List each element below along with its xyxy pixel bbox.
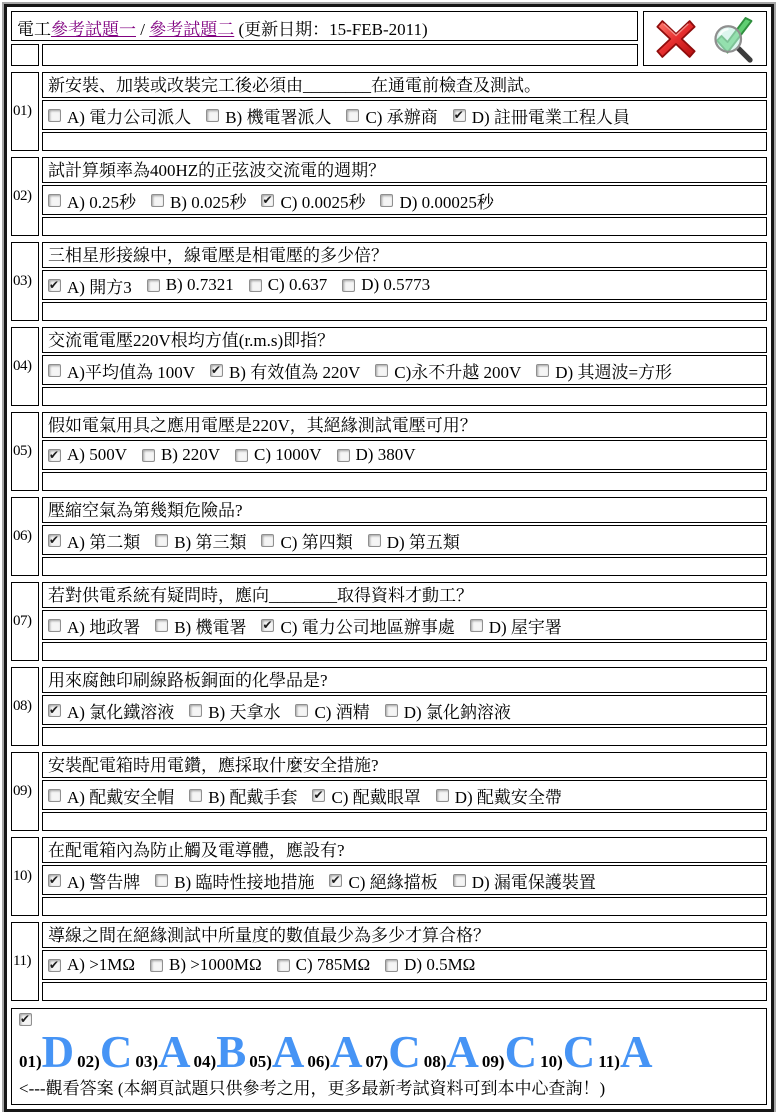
answer-option[interactable] bbox=[337, 445, 416, 465]
answer-option[interactable] bbox=[368, 528, 460, 553]
option-label: A) >1MΩ bbox=[67, 955, 136, 974]
answer-number: 01) bbox=[19, 1052, 42, 1071]
answer-option[interactable] bbox=[436, 783, 562, 808]
header-number-stub bbox=[11, 44, 39, 66]
question-number: 11) bbox=[11, 922, 39, 1001]
option-checkbox[interactable] bbox=[48, 109, 61, 122]
question-options bbox=[42, 525, 767, 555]
question-number: 04) bbox=[11, 327, 39, 406]
option-label: C) 785MΩ bbox=[295, 955, 371, 974]
answer-option[interactable] bbox=[210, 358, 360, 383]
subheader-row bbox=[11, 44, 638, 66]
option-checkbox[interactable] bbox=[261, 619, 274, 632]
question-text: 交流電電壓220V根均方值(r.m.s)即指？ bbox=[42, 327, 767, 353]
toolbar bbox=[643, 11, 767, 66]
option-checkbox[interactable] bbox=[48, 449, 61, 462]
option-checkbox[interactable] bbox=[453, 874, 466, 887]
option-label: D) 漏電保護裝置 bbox=[471, 872, 596, 892]
answer-option[interactable] bbox=[385, 698, 511, 723]
answer-number: 03) bbox=[135, 1052, 159, 1071]
option-label: B) 0.7321 bbox=[165, 275, 234, 294]
answer-option[interactable] bbox=[48, 783, 174, 808]
option-checkbox[interactable] bbox=[48, 534, 61, 547]
option-label: D) 0.00025秒 bbox=[399, 192, 494, 212]
option-label: C) 0.0025秒 bbox=[280, 192, 366, 212]
close-icon[interactable] bbox=[652, 16, 700, 62]
answer-number: 10) bbox=[540, 1052, 563, 1071]
answer-letter: D bbox=[41, 1027, 75, 1077]
option-label: D) 第五類 bbox=[386, 532, 460, 552]
questions-list bbox=[11, 72, 767, 1001]
option-label: B) 天拿水 bbox=[208, 702, 281, 722]
option-checkbox[interactable] bbox=[48, 874, 61, 887]
answer-option[interactable] bbox=[206, 103, 331, 128]
question-options bbox=[42, 780, 767, 810]
answer-option[interactable] bbox=[261, 528, 352, 553]
answer-option[interactable] bbox=[155, 613, 246, 638]
answer-option[interactable] bbox=[142, 445, 220, 465]
question-options bbox=[42, 185, 767, 215]
option-checkbox[interactable] bbox=[436, 789, 449, 802]
option-label: A) 電力公司派人 bbox=[67, 107, 192, 127]
option-checkbox[interactable] bbox=[48, 789, 61, 802]
answer-option[interactable] bbox=[346, 103, 437, 128]
option-label: C) 0.637 bbox=[267, 275, 328, 294]
answer-number: 05) bbox=[249, 1052, 272, 1071]
option-label: B) 220V bbox=[160, 445, 220, 464]
option-checkbox[interactable] bbox=[385, 959, 398, 972]
header-empty-cell bbox=[42, 44, 638, 66]
answer-number: 09) bbox=[481, 1052, 505, 1071]
option-checkbox[interactable] bbox=[385, 704, 398, 717]
option-label: B) 第三類 bbox=[174, 532, 247, 552]
option-checkbox[interactable] bbox=[48, 364, 61, 377]
magnifier-check-icon[interactable] bbox=[706, 15, 758, 63]
exam-link-2[interactable]: 參考試題二 bbox=[149, 20, 235, 39]
answer-letter: C bbox=[388, 1027, 421, 1077]
option-checkbox[interactable] bbox=[277, 959, 290, 972]
option-label: D) 屋宇署 bbox=[488, 617, 562, 637]
question-text: 壓縮空氣為第幾類危險品? bbox=[42, 497, 767, 523]
answer-letter: A bbox=[446, 1027, 479, 1077]
option-label: D) 0.5773 bbox=[361, 275, 431, 294]
answer-reveal-space bbox=[42, 557, 767, 576]
option-checkbox[interactable] bbox=[189, 704, 202, 717]
option-checkbox[interactable] bbox=[155, 534, 168, 547]
option-label: A) 氯化鐵溶液 bbox=[67, 702, 175, 722]
show-answers-checkbox[interactable] bbox=[19, 1013, 32, 1026]
answer-letter: C bbox=[99, 1027, 133, 1077]
option-label: D) 380V bbox=[355, 445, 416, 464]
option-checkbox[interactable] bbox=[261, 194, 274, 207]
answer-reveal-space bbox=[42, 982, 767, 1001]
option-label: D) 配戴安全帶 bbox=[454, 787, 562, 807]
option-label: B) 臨時性接地措施 bbox=[174, 872, 315, 892]
option-checkbox[interactable] bbox=[380, 194, 393, 207]
option-checkbox[interactable] bbox=[470, 619, 483, 632]
option-label: C) 承辦商 bbox=[365, 107, 438, 127]
answer-option[interactable] bbox=[48, 188, 136, 213]
option-checkbox[interactable] bbox=[155, 619, 168, 632]
answer-option[interactable] bbox=[189, 783, 297, 808]
question-block bbox=[11, 242, 767, 321]
option-checkbox[interactable] bbox=[48, 194, 61, 207]
option-label: B) >1000MΩ bbox=[169, 955, 262, 974]
option-checkbox[interactable] bbox=[337, 449, 350, 462]
answer-option[interactable] bbox=[48, 103, 191, 128]
answer-option[interactable] bbox=[385, 955, 475, 975]
option-checkbox[interactable] bbox=[453, 109, 466, 122]
question-options bbox=[42, 270, 767, 300]
answer-option[interactable] bbox=[312, 783, 420, 808]
question-number: 05) bbox=[11, 412, 39, 491]
option-label: C)永不升越 200V bbox=[394, 362, 522, 382]
option-checkbox[interactable] bbox=[368, 534, 381, 547]
answer-option[interactable] bbox=[151, 188, 247, 213]
answer-letter: C bbox=[504, 1027, 538, 1077]
question-number: 08) bbox=[11, 667, 39, 746]
question-text: 假如電氣用具之應用電壓是220V，其絕緣測試電壓可用？ bbox=[42, 412, 767, 438]
question-text: 三相星形接線中，線電壓是相電壓的多少倍？ bbox=[42, 242, 767, 268]
answer-option[interactable] bbox=[48, 445, 127, 465]
answer-option[interactable] bbox=[380, 188, 493, 213]
answer-option[interactable] bbox=[150, 955, 262, 975]
answer-number: 11) bbox=[598, 1052, 620, 1071]
question-options bbox=[42, 440, 767, 470]
answer-reveal-space bbox=[42, 472, 767, 491]
option-checkbox[interactable] bbox=[235, 449, 248, 462]
option-checkbox[interactable] bbox=[155, 874, 168, 887]
answer-number: 07) bbox=[365, 1052, 389, 1071]
answer-reveal-space bbox=[42, 642, 767, 661]
answer-option[interactable] bbox=[295, 698, 369, 723]
answer-option[interactable] bbox=[261, 613, 454, 638]
option-checkbox[interactable] bbox=[295, 704, 308, 717]
answer-option[interactable] bbox=[342, 275, 430, 295]
question-block bbox=[11, 72, 767, 151]
option-label: B) 機電署派人 bbox=[225, 107, 332, 127]
option-label: A) 地政署 bbox=[67, 617, 141, 637]
answers-panel bbox=[11, 1008, 767, 1105]
exam-link-1[interactable]: 參考試題一 bbox=[51, 20, 136, 39]
question-block bbox=[11, 412, 767, 491]
answer-option[interactable] bbox=[189, 698, 280, 723]
option-label: D) 註冊電業工程人員 bbox=[471, 107, 630, 127]
option-label: B) 0.025秒 bbox=[169, 192, 247, 212]
title-suffix: (更新日期：15-FEB-2011) bbox=[234, 20, 428, 39]
option-label: C) 配戴眼罩 bbox=[331, 787, 421, 807]
question-text: 用來腐蝕印刷線路板銅面的化學品是? bbox=[42, 667, 767, 693]
answer-option[interactable] bbox=[48, 955, 135, 975]
question-block bbox=[11, 157, 767, 236]
question-block bbox=[11, 497, 767, 576]
option-label: C) 第四類 bbox=[280, 532, 353, 552]
answer-reveal-space bbox=[42, 302, 767, 321]
option-checkbox[interactable] bbox=[312, 789, 325, 802]
answer-letter: A bbox=[158, 1027, 191, 1077]
answer-option[interactable] bbox=[48, 613, 140, 638]
option-checkbox[interactable] bbox=[342, 279, 355, 292]
question-text: 若對供電系統有疑問時，應向________取得資料才動工？ bbox=[42, 582, 767, 608]
question-number: 02) bbox=[11, 157, 39, 236]
answer-option[interactable] bbox=[249, 275, 328, 295]
option-label: D) 氯化鈉溶液 bbox=[403, 702, 511, 722]
answer-option[interactable] bbox=[48, 868, 140, 893]
question-number: 06) bbox=[11, 497, 39, 576]
option-label: A) 開方3 bbox=[67, 277, 132, 297]
question-block bbox=[11, 752, 767, 831]
option-checkbox[interactable] bbox=[249, 279, 262, 292]
option-checkbox[interactable] bbox=[147, 279, 160, 292]
answers-note: <---觀看答案 (本網頁試題只供參考之用，更多最新考試資料可到本中心查詢！) bbox=[19, 1079, 606, 1099]
question-text: 安裝配電箱時用電鑽，應採取什麼安全措施? bbox=[42, 752, 767, 778]
answer-option[interactable] bbox=[48, 698, 174, 723]
option-label: A) 第二類 bbox=[67, 532, 141, 552]
option-label: C) 絕緣擋板 bbox=[348, 872, 438, 892]
option-checkbox[interactable] bbox=[48, 704, 61, 717]
question-block bbox=[11, 922, 767, 1001]
question-block bbox=[11, 837, 767, 916]
answer-reveal-space bbox=[42, 897, 767, 916]
option-checkbox[interactable] bbox=[329, 874, 342, 887]
option-checkbox[interactable] bbox=[261, 534, 274, 547]
title-separator: / bbox=[136, 20, 150, 39]
answer-option[interactable] bbox=[470, 613, 562, 638]
question-text: 導線之間在絕緣測試中所量度的數值最少為多少才算合格？ bbox=[42, 922, 767, 948]
option-label: A) 500V bbox=[67, 445, 127, 464]
option-checkbox[interactable] bbox=[142, 449, 155, 462]
answer-reveal-space bbox=[42, 727, 767, 746]
answer-option[interactable] bbox=[261, 188, 365, 213]
answer-reveal-space bbox=[42, 217, 767, 236]
title-prefix: 電工 bbox=[17, 20, 51, 39]
question-options bbox=[42, 865, 767, 895]
option-label: B) 配戴手套 bbox=[208, 787, 298, 807]
answer-option[interactable] bbox=[375, 358, 521, 383]
answer-letter: B bbox=[216, 1027, 247, 1077]
page-title bbox=[11, 11, 638, 41]
option-label: D) 其週波=方形 bbox=[555, 362, 673, 382]
answer-number: 04) bbox=[193, 1052, 217, 1071]
answer-option[interactable] bbox=[147, 275, 234, 295]
question-number: 07) bbox=[11, 582, 39, 661]
answer-reveal-space bbox=[42, 387, 767, 406]
option-label: A) 警告牌 bbox=[67, 872, 141, 892]
answer-option[interactable] bbox=[453, 868, 596, 893]
answer-option[interactable] bbox=[48, 358, 195, 383]
question-text: 新安裝、加裝或改裝完工後必須由________在通電前檢查及測試。 bbox=[42, 72, 767, 98]
option-label: A) 0.25秒 bbox=[67, 192, 136, 212]
question-number: 03) bbox=[11, 242, 39, 321]
answer-letter: A bbox=[271, 1027, 305, 1077]
question-options bbox=[42, 950, 767, 980]
answer-option[interactable] bbox=[536, 358, 672, 383]
option-checkbox[interactable] bbox=[48, 279, 61, 292]
page-frame bbox=[4, 4, 774, 1112]
question-number: 01) bbox=[11, 72, 39, 151]
header-area bbox=[11, 11, 767, 66]
answer-letter: A bbox=[619, 1027, 653, 1077]
question-block bbox=[11, 327, 767, 406]
option-label: C) 1000V bbox=[254, 445, 322, 464]
answer-option[interactable] bbox=[48, 528, 140, 553]
question-options bbox=[42, 355, 767, 385]
answer-reveal-space bbox=[42, 132, 767, 151]
answer-option[interactable] bbox=[329, 868, 437, 893]
option-label: B) 機電署 bbox=[174, 617, 247, 637]
question-options bbox=[42, 610, 767, 640]
option-checkbox[interactable] bbox=[346, 109, 359, 122]
option-checkbox[interactable] bbox=[189, 789, 202, 802]
answer-option[interactable] bbox=[277, 955, 371, 975]
answer-number: 02) bbox=[77, 1052, 100, 1071]
question-text: 在配電箱內為防止觸及電導體，應設有? bbox=[42, 837, 767, 863]
header-left bbox=[11, 11, 638, 66]
answers-line bbox=[19, 1027, 759, 1077]
option-label: A) 配戴安全帽 bbox=[67, 787, 175, 807]
option-label: D) 0.5MΩ bbox=[404, 955, 476, 974]
option-checkbox[interactable] bbox=[536, 364, 549, 377]
option-checkbox[interactable] bbox=[210, 364, 223, 377]
option-checkbox[interactable] bbox=[48, 959, 61, 972]
option-checkbox[interactable] bbox=[150, 959, 163, 972]
question-options bbox=[42, 100, 767, 130]
question-block bbox=[11, 582, 767, 661]
option-checkbox[interactable] bbox=[48, 619, 61, 632]
option-label: C) 電力公司地區辦事處 bbox=[280, 617, 455, 637]
answer-letter: C bbox=[562, 1027, 596, 1077]
answer-letter: A bbox=[330, 1027, 363, 1077]
option-checkbox[interactable] bbox=[375, 364, 388, 377]
option-checkbox[interactable] bbox=[151, 194, 164, 207]
option-label: A)平均值為 100V bbox=[67, 362, 195, 382]
option-label: C) 酒精 bbox=[314, 702, 370, 722]
answer-option[interactable] bbox=[453, 103, 630, 128]
question-number: 09) bbox=[11, 752, 39, 831]
answer-number: 08) bbox=[423, 1052, 447, 1071]
answer-option[interactable] bbox=[235, 445, 322, 465]
answer-option[interactable] bbox=[48, 273, 132, 298]
option-checkbox[interactable] bbox=[206, 109, 219, 122]
option-label: B) 有效值為 220V bbox=[228, 362, 361, 382]
question-options bbox=[42, 695, 767, 725]
answer-reveal-space bbox=[42, 812, 767, 831]
answer-option[interactable] bbox=[155, 528, 246, 553]
question-text: 試計算頻率為400HZ的正弦波交流電的週期？ bbox=[42, 157, 767, 183]
answer-option[interactable] bbox=[155, 868, 314, 893]
answer-number: 06) bbox=[307, 1052, 331, 1071]
question-block bbox=[11, 667, 767, 746]
question-number: 10) bbox=[11, 837, 39, 916]
